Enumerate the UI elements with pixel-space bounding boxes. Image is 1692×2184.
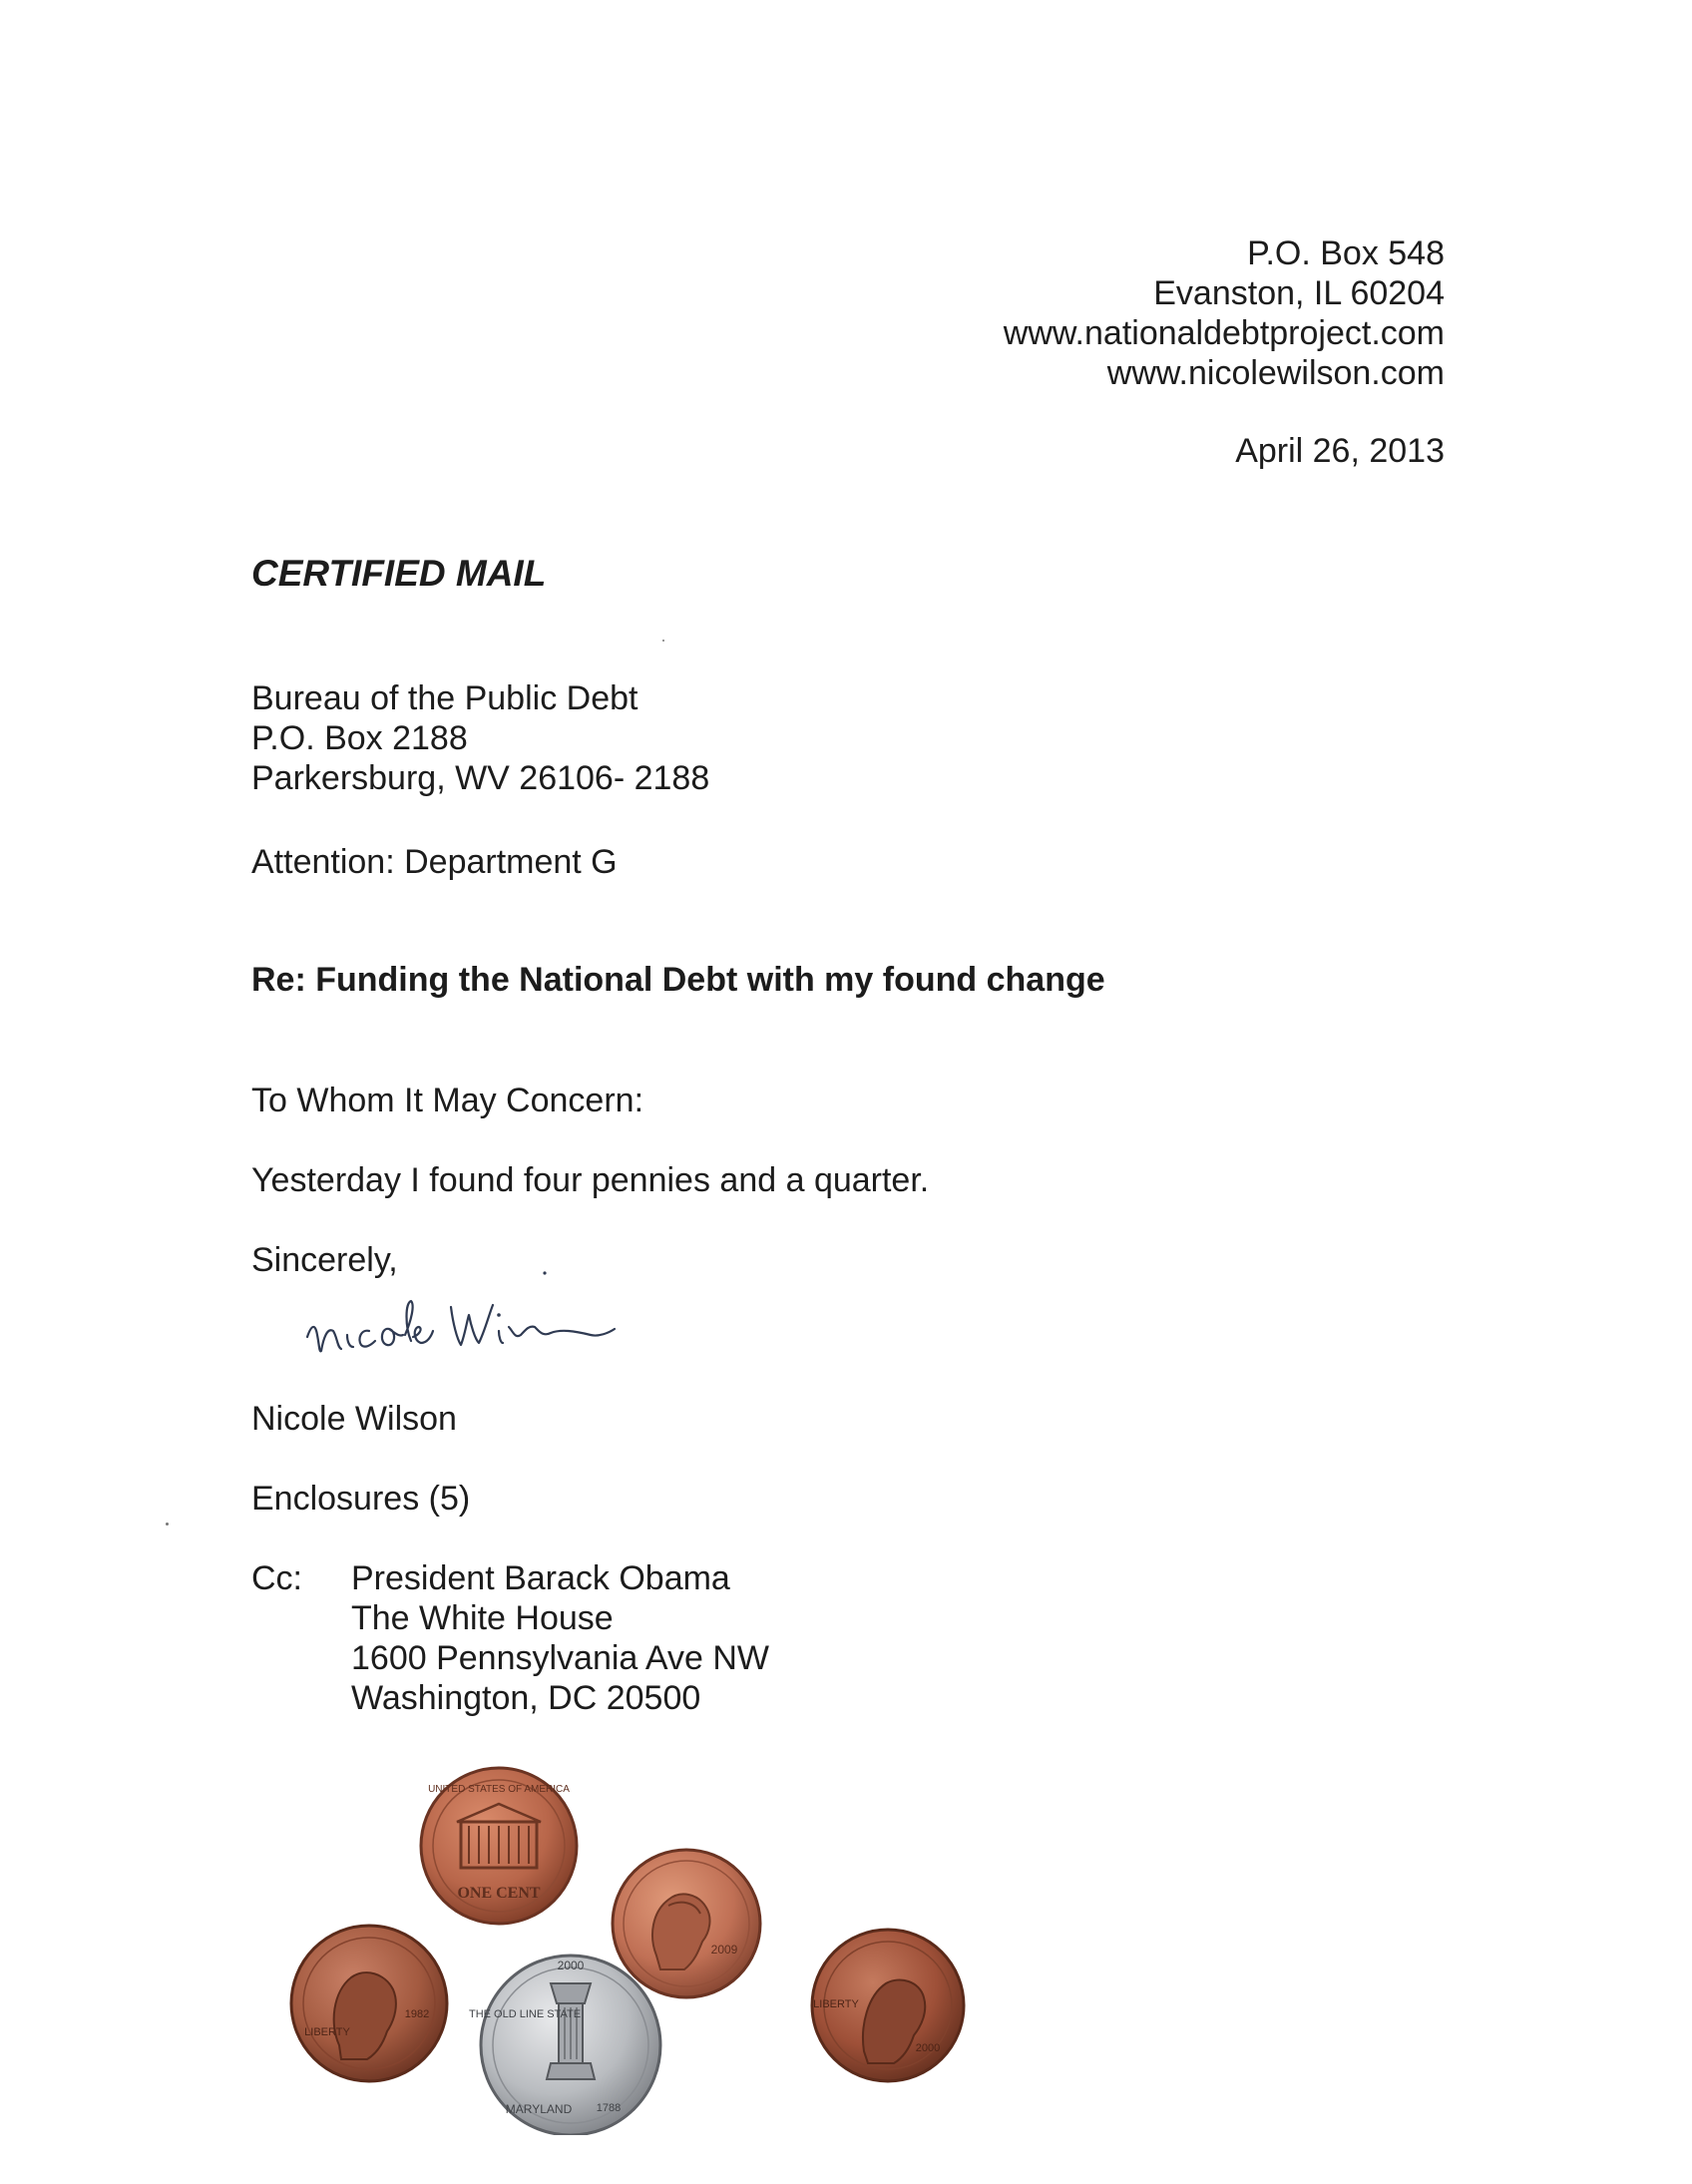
coin-inscription: 2009: [710, 1943, 738, 1957]
letter-date: April 26, 2013: [1235, 432, 1445, 470]
attention-line: Attention: Department G: [251, 843, 618, 881]
coin-penny-obverse: [812, 1930, 964, 2081]
sender-website-national-debt: www.nationaldebtproject.com: [1003, 314, 1445, 352]
recipient-city-state-zip: Parkersburg, WV 26106- 2188: [251, 759, 710, 797]
signer-name: Nicole Wilson: [251, 1400, 457, 1438]
certified-mail-heading: CERTIFIED MAIL: [251, 553, 547, 594]
enclosures-note: Enclosures (5): [251, 1480, 471, 1518]
coin-inscription: UNITED STATES OF AMERICA: [428, 1784, 570, 1795]
coin-inscription: 1788: [596, 2102, 622, 2114]
cc-line-2: The White House: [351, 1599, 614, 1637]
handwritten-signature: [299, 1265, 678, 1385]
coin-inscription: 2000: [557, 1959, 585, 1972]
salutation: To Whom It May Concern:: [251, 1082, 644, 1119]
coin-inscription: LIBERTY: [304, 2026, 350, 2038]
sender-website-personal: www.nicolewilson.com: [1106, 354, 1445, 392]
cc-label: Cc:: [251, 1559, 302, 1597]
coin-penny-reverse: [421, 1768, 577, 1924]
coin-quarter-reverse: [469, 1956, 660, 2135]
sender-address-block: [1004, 233, 1445, 393]
recipient-po-box: P.O. Box 2188: [251, 719, 468, 757]
recipient-address-block: [251, 678, 709, 798]
coin-penny-obverse: [291, 1926, 447, 2081]
coin-inscription: 2000: [915, 2042, 941, 2054]
sender-city-state-zip: Evanston, IL 60204: [1153, 274, 1445, 312]
scan-speck: [166, 1523, 169, 1526]
cc-line-3: 1600 Pennsylvania Ave NW: [351, 1639, 769, 1677]
cc-line-4: Washington, DC 20500: [351, 1679, 701, 1717]
recipient-name: Bureau of the Public Debt: [251, 679, 638, 717]
coin-inscription: THE OLD LINE STATE: [468, 2008, 582, 2020]
cc-address-block: [351, 1558, 769, 1718]
coin-inscription: ONE CENT: [457, 1885, 541, 1902]
sender-po-box: P.O. Box 548: [1247, 234, 1445, 272]
closing: Sincerely,: [251, 1241, 398, 1279]
coin-penny-obverse: [613, 1850, 760, 1997]
cc-line-1: President Barack Obama: [351, 1559, 730, 1597]
coin-inscription: MARYLAND: [505, 2102, 573, 2116]
subject-line: Re: Funding the National Debt with my found change: [251, 961, 1105, 999]
enclosed-coins: [289, 1756, 1008, 2135]
coin-inscription: LIBERTY: [813, 1998, 859, 2010]
coin-inscription: 1982: [404, 2008, 430, 2020]
scan-speck: [662, 640, 664, 642]
letter-body: Yesterday I found four pennies and a quarter.: [251, 1161, 930, 1199]
